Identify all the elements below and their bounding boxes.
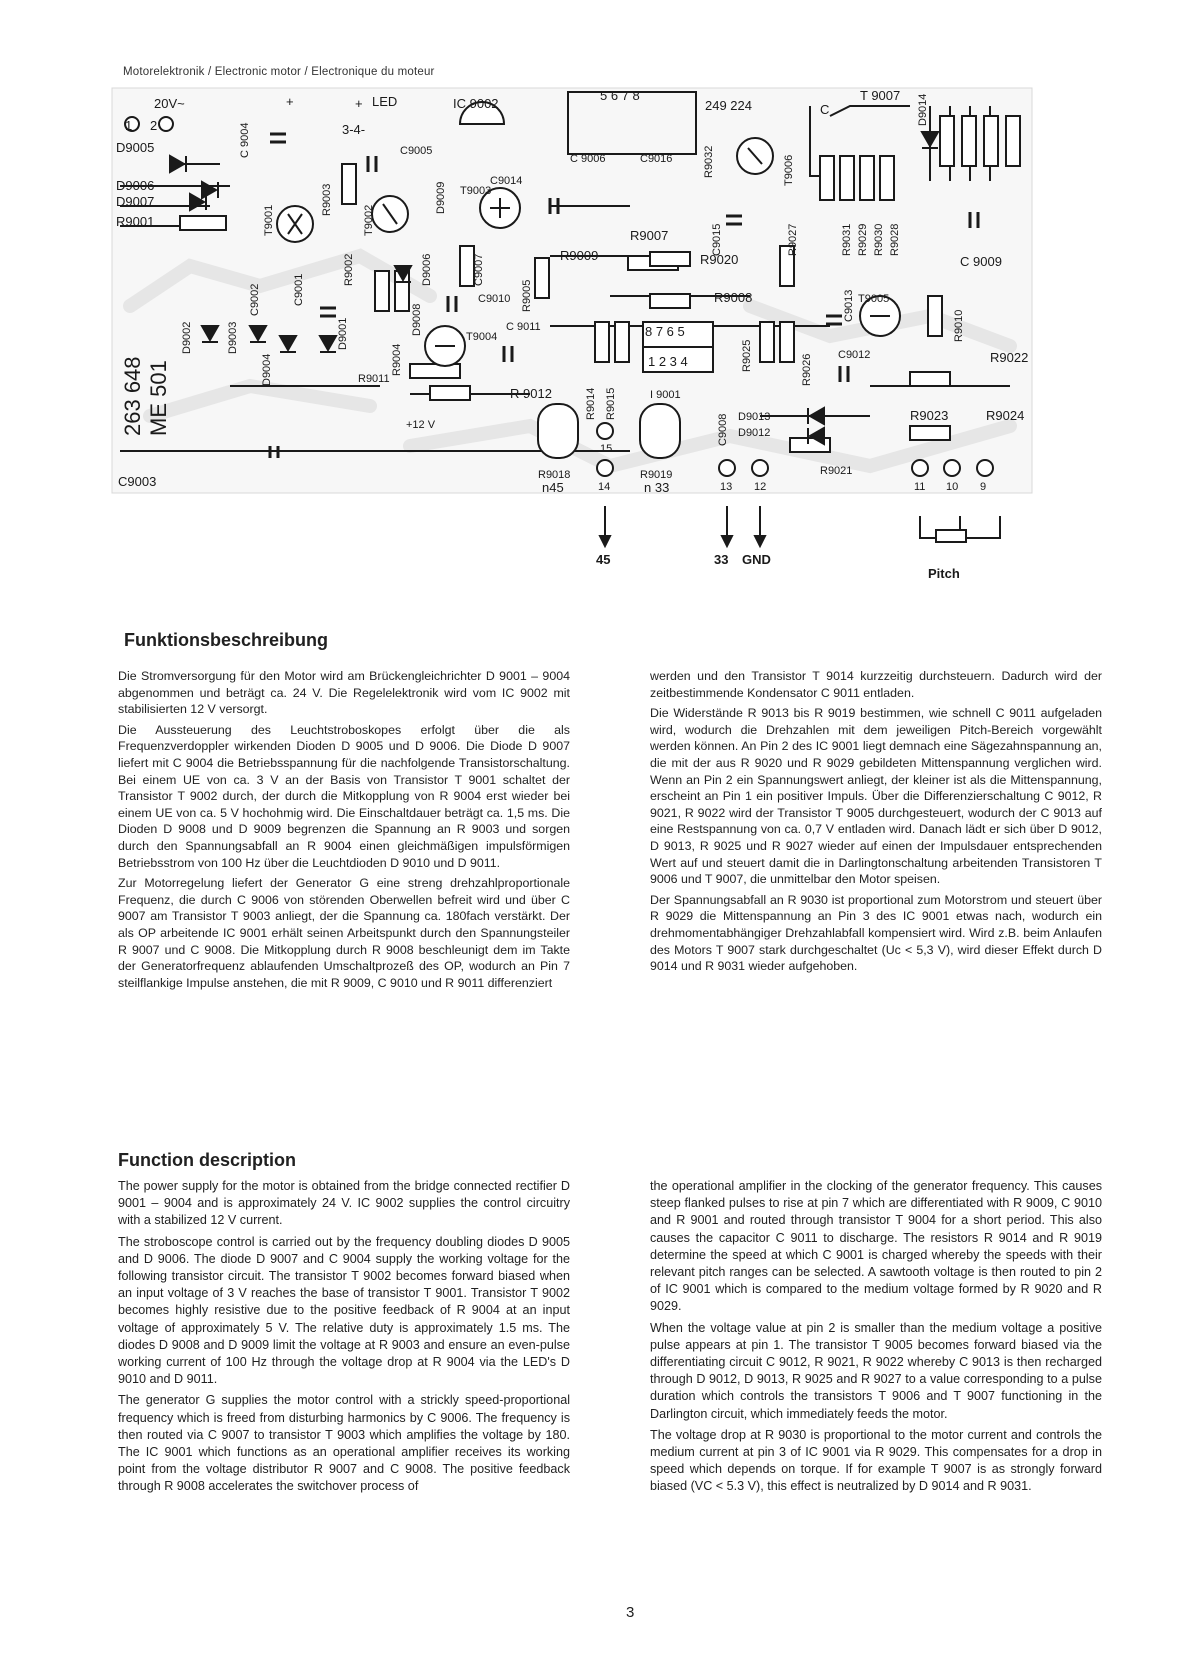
label-r9023: R9023	[910, 408, 949, 423]
label-ic-pins-top: 8 7 6 5	[645, 324, 685, 339]
label-pin13: 13	[720, 481, 733, 493]
label-out-45: 45	[596, 552, 611, 567]
label-n33: n 33	[644, 480, 670, 495]
label-d9012: D9012	[738, 427, 771, 439]
label-pin2: 2	[150, 118, 158, 133]
label-t9002: T9002	[363, 204, 375, 236]
label-board-no: 263 648	[120, 356, 145, 436]
label-d9007: D9007	[116, 194, 155, 209]
document-header: Motorelektronik / Electronic motor / Electronique du moteur	[123, 66, 435, 78]
label-c: C	[820, 102, 830, 117]
label-d9005: D9005	[116, 140, 155, 155]
label-c9002: C9002	[249, 283, 261, 316]
label-conn-pins: 5 6 7 8	[600, 88, 640, 103]
en-left-paragraph-1: The power supply for the motor is obtained from the bridge connected rectifier D 9001 – 9004 and is approximately 24 V. IC 9002 supplies the control circuitry with a stabilized 12 V current.	[118, 1179, 570, 1228]
label-ic9002: IC 9002	[453, 96, 499, 111]
label-c9005: C9005	[400, 145, 433, 157]
en-left-column	[118, 1178, 570, 1500]
label-c9004: C 9004	[239, 122, 251, 158]
label-d9014: D9014	[917, 93, 929, 126]
r9019-trimmer	[640, 404, 680, 458]
label-c9013: C9013	[843, 289, 855, 322]
label-ac-in: 20V~	[154, 96, 185, 111]
label-part-no: 249 224	[705, 98, 752, 113]
label-board-model: ME 501	[146, 360, 171, 436]
en-right-column	[650, 1178, 1102, 1500]
en-heading: Function description	[118, 1150, 296, 1170]
label-d9004: D9004	[261, 353, 273, 386]
en-right-paragraph-1: the operational amplifier in the clocking of the generator frequency. This causes steep flanked pulses to rise at pin 7 which are differentiated with R 9009, C 9010 and R 9001 and routed through transistor T 9004 for a short period. This also causes the capacitor C 9011 to discharge. The resistors R 9014 and R 9019 determine the speed at which C 9001 is charged whereby the speeds with their relevant pitch ranges can be selected. A sawtooth voltage is then routed to pin 2 of IC 9001 which is compared to the medium voltage formed by R 9020 and R 9029.	[650, 1179, 1102, 1314]
label-r9032: R9032	[703, 145, 715, 178]
label-c9008: C9008	[717, 413, 729, 446]
de-right-paragraph-2: Die Widerstände R 9013 bis R 9019 bestimmen, wie schnell C 9011 aufgeladen wird, wodurch die Drehzahlen mit dem jeweiligen Pitch-Bereich vorgewählt werden können. An Pin 2 des IC 9001 liegt demnach eine Sägezahnspannung an, die mit der aus R 9020 und R 9029 gebildeten Mittenspannung verglichen wird. Wenn an Pin 2 ein Spannungswert anliegt, der kleiner ist als die Mittenspannung, erscheint an Pin 1 ein positiver Impuls. Über die Differenzierschaltung C 9012, R 9021, R 9022 wird der Transistor T 9005 durchgesteuert, wodurch der C 9013 auf eine Restspannung von ca. 0,7 V entladen wird. Danach lädt er sich über D 9012, D 9013, R 9025 und R 9027 wieder auf einen der Impulsdauer entsprechenden Wert auf und steuert damit die in Darlingtonschaltung arbeitenden Transistoren T 9006 und T 9007, die unmittelbar den Motor speisen.	[650, 706, 1102, 887]
label-r9007: R9007	[630, 228, 669, 243]
label-c9011: C 9011	[506, 321, 541, 333]
label-c9003: C9003	[118, 474, 157, 489]
label-c9016: C9016	[640, 153, 673, 165]
label-c9009: C 9009	[960, 254, 1002, 269]
label-t9004: T9004	[466, 331, 498, 343]
label-ic9001: I 9001	[650, 389, 681, 401]
label-pin11: 11	[914, 481, 926, 493]
label-r9018: R9018	[538, 469, 571, 481]
label-r9004: R9004	[391, 343, 403, 376]
circuit-board-svg	[110, 86, 1070, 581]
label-d9008: D9008	[411, 303, 423, 336]
label-r9031: R9031	[841, 223, 853, 256]
label-ic-pins-bottom: 1 2 3 4	[648, 354, 688, 369]
label-t9007: T 9007	[860, 88, 901, 103]
circuit-board-diagram	[110, 86, 1070, 581]
label-t9006: T9006	[783, 154, 795, 186]
label-r9011: R9011	[358, 373, 390, 385]
label-r9030: R9030	[873, 223, 885, 256]
page-number: 3	[626, 1604, 635, 1621]
label-r9010: R9010	[953, 309, 965, 342]
label-r9008: R9008	[714, 290, 753, 305]
label-12v: +12 V	[406, 419, 436, 431]
label-pin1: 1	[125, 118, 133, 133]
label-d9006: D9006	[116, 178, 155, 193]
label-r9019: R9019	[640, 469, 673, 481]
label-c9014: C9014	[490, 175, 523, 187]
label-r9026: R9026	[801, 353, 813, 386]
label-d9009: D9009	[435, 181, 447, 214]
label-c9015: C9015	[711, 223, 723, 256]
label-pin10: 10	[946, 481, 959, 493]
de-right-column	[650, 668, 1102, 979]
label-d9003: D9003	[227, 321, 239, 354]
label-r9028: R9028	[889, 223, 901, 256]
label-r9002: R9002	[343, 253, 355, 286]
label-d9013: D9013	[738, 411, 771, 423]
label-r9009: R9009	[560, 248, 599, 263]
label-out-33: 33	[714, 552, 729, 567]
label-t9001: T9001	[263, 204, 275, 236]
en-right-paragraph-2: When the voltage value at pin 2 is smaller than the medium voltage a positive pulse appears at pin 1. The transistor T 9005 becomes forward biased via the differentiating circuit C 9012, R 9021, R 9022 whereby C 9013 is then recharged through D 9012, D 9013, R 9025 and R 9027 to a value corresponding to a pulse duration which controls the transistors T 9006 and T 9007 functioning in the Darlington circuit, which immediately feeds the motor.	[650, 1320, 1102, 1421]
label-r9024: R9024	[986, 408, 1025, 423]
label-gnd: GND	[742, 552, 771, 567]
label-n45: n45	[542, 480, 564, 495]
label-t9003: T9003	[460, 185, 492, 197]
label-plus-b: +	[355, 96, 363, 111]
label-r9003: R9003	[321, 183, 333, 216]
de-left-paragraph-2: Die Aussteuerung des Leuchtstroboskopes erfolgt über die als Frequenzverdoppler wirkenden Dioden D 9005 und D 9006. Die Diode D 9007 liefert mit C 9004 die Betriebsspannung für die nachfolgende Transistorschaltung. Bei einem UE von ca. 3 V an der Basis von Transistor T 9001 schaltet der Transistor T 9002 durch, der durch die Mitkopplung von R 9004 erst wieder bei einem UE von ca. 5 V hochohmig wird. Die Einschaltdauer beträgt ca. 1,5 ms. Die Dioden D 9008 und D 9009 begrenzen die Spannung an R 9003 und sorgen durch den Spannungsabfall an R 9004 einen gleichmäßigen impulsförmigen Betriebsstrom von 100 Hz über die Leuchtdioden D 9010 und D 9011.	[118, 722, 570, 870]
label-r9014: R9014	[585, 387, 597, 420]
de-left-paragraph-3: Zur Motorregelung liefert der Generator G eine streng drehzahlproportionale Frequenz, die durch C 9006 von störenden Oberwellen befreit wird und über C 9007 am Transistor T 9003 anliegt, der die Spannung ca. 180fach verstärkt. Der als OP arbeitende IC 9001 erhält seinen Arbeitspunkt durch den Spannungsteiler R 9007 und C 9008. Die Mitkopplung durch R 9008 beschleunigt dem im Takte der Generatorfrequenz ablaufenden Umschaltprozeß des OP, wodurch an Pin 7 steilflankige Impulse anstehen, die mit R 9009, C 9010 und R 9011 differenziert	[118, 876, 570, 990]
label-pin12: 12	[754, 481, 767, 493]
label-led-pins: 3-4-	[342, 122, 366, 137]
de-heading: Funktionsbeschreibung	[124, 630, 329, 650]
label-r9029: R9029	[857, 223, 869, 256]
label-c9006: C 9006	[570, 153, 606, 165]
label-c9012: C9012	[838, 349, 871, 361]
en-right-paragraph-3: The voltage drop at R 9030 is proportional to the motor current and controls the medium current at pin 3 of IC 9001 via R 9029. This compensates for a drop in speed which depends on torque. If for example T 9007 is as strongly forward biased (VC < 5.3 V), this effect is neutralized by D 9014 and R 9031.	[650, 1427, 1102, 1494]
label-r9015: R9015	[605, 387, 617, 420]
label-d9006-v: D9006	[421, 253, 433, 286]
label-plus-a: +	[286, 94, 294, 109]
de-left-paragraph-1: Die Stromversorgung für den Motor wird am Brückengleichrichter D 9001 – 9004 abgenommen und beträgt ca. 24 V. Die Regelelektronik wird vom IC 9002 mit stabilisierten 12 V versorgt.	[118, 669, 570, 717]
label-c9010: C9010	[478, 293, 511, 305]
de-left-column	[118, 668, 570, 995]
label-pitch: Pitch	[928, 566, 960, 581]
label-r9012: R 9012	[510, 386, 552, 401]
label-t9005: T9005	[858, 293, 890, 305]
label-c9007: C9007	[473, 253, 485, 286]
label-d9001: D9001	[337, 317, 349, 350]
de-right-paragraph-3: Der Spannungsabfall an R 9030 ist proportional zum Motorstrom und steuert über R 9029 die Mittenspannung an Pin 3 des IC 9001 etwas nach, wodurch ein drehmomentabhängiger Drehzahlabfall kompensiert wird. Wird z.B. beim Anlaufen des Motors T 9007 stark durchgeschaltet (Uc < 5,3 V), wird dieser Effekt durch D 9014 und R 9031 wieder aufgehoben.	[650, 892, 1102, 974]
label-pin14: 14	[598, 481, 611, 493]
label-r9021: R9021	[820, 465, 853, 477]
label-pin9: 9	[980, 481, 987, 493]
label-c9001: C9001	[293, 273, 305, 306]
en-left-paragraph-3: The generator G supplies the motor control with a strickly speed-proportional frequency which is freed from disturbing harmonics by C 9006. The frequency is then routed via C 9007 to transistor T 9003 which amplifies the voltage by 180. The IC 9001 which functions as an operational amplifier receives its working point from the voltage distributor R 9007 and C 9008. The positive feedback through R 9008 accelerates the switchover process of	[118, 1393, 570, 1494]
r9018-trimmer	[538, 404, 578, 458]
en-left-paragraph-2: The stroboscope control is carried out by the frequency doubling diodes D 9005 and D 9006. The diode D 9007 and C 9004 supply the working voltage for the following transistor circuit. The transistor T 9002 becomes forward biased when an input voltage of 3 V reaches the base of transistor T 9001. Transistor T 9002 becomes highly resistive due to the positive feedback of R 9004 at an input voltage of approximately 5 V. The relative duty is approximately 1.5 ms. The diodes D 9008 and D 9009 limit the voltage at R 9003 and ensure an even-pulse working current of 100 Hz through the voltage drop at R 9004 via the LED's D 9010 and D 9011.	[118, 1234, 570, 1387]
de-right-paragraph-1: werden und den Transistor T 9014 kurzzeitig durchsteuern. Dadurch wird der zeitbestimmende Kondensator C 9011 entladen.	[650, 669, 1102, 700]
label-d9002: D9002	[181, 321, 193, 354]
label-r9027: R9027	[787, 223, 799, 256]
label-r9025: R9025	[741, 339, 753, 372]
label-r9020: R9020	[700, 252, 739, 267]
label-r9022: R9022	[990, 350, 1029, 365]
label-led: LED	[372, 94, 398, 109]
output-arrows	[600, 506, 765, 546]
pitch-potentiometer	[920, 516, 1000, 542]
label-pin15: 15	[600, 443, 613, 455]
label-r9005: R9005	[521, 279, 533, 312]
label-r9001: R9001	[116, 214, 155, 229]
